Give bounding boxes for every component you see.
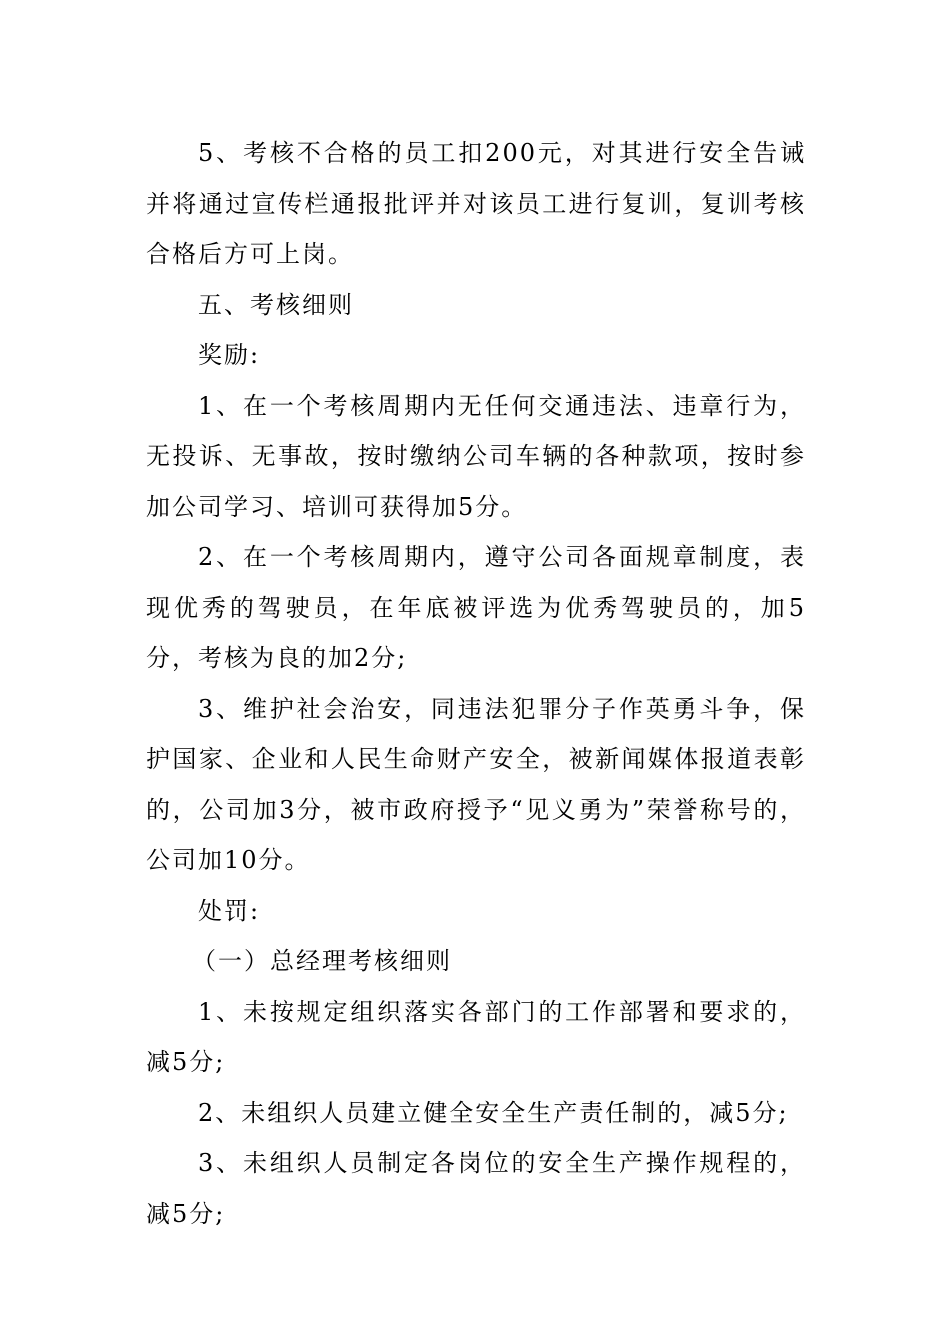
paragraph-reward-3: 3、维护社会治安，同违法犯罪分子作英勇斗争，保护国家、企业和人民生命财产安全，被新闻媒体报道表彰的，公司加3分，被市政府授予“见义勇为”荣誉称号的，公司加10分。	[146, 694, 806, 874]
paragraph-item-5-unqualified: 5、考核不合格的员工扣200元，对其进行安全告诫并将通过宣传栏通报批评并对该员工进行复训，复训考核合格后方可上岗。	[146, 139, 806, 268]
paragraph-penalty-3: 3、未组织人员制定各岗位的安全生产操作规程的，减5分;	[146, 1149, 806, 1228]
paragraph-reward-1: 1、在一个考核周期内无任何交通违法、违章行为，无投诉、无事故，按时缴纳公司车辆的各种款项，按时参加公司学习、培训可获得加5分。	[146, 391, 806, 521]
subheading-penalties: 处罚:	[198, 896, 261, 925]
document-body	[146, 128, 806, 1239]
paragraph-penalty-1: 1、未按规定组织落实各部门的工作部署和要求的，减5分;	[146, 997, 806, 1076]
subheading-general-manager-rules: （一）总经理考核细则	[192, 947, 452, 975]
section-heading-assessment-rules: 五、考核细则	[198, 290, 354, 319]
subheading-rewards: 奖励:	[198, 341, 261, 369]
paragraph-penalty-2: 2、未组织人员建立健全安全生产责任制的，减5分;	[198, 1098, 789, 1127]
paragraph-reward-2: 2、在一个考核周期内，遵守公司各面规章制度，表现优秀的驾驶员，在年底被评选为优秀驾驶员的，加5分，考核为良的加2分;	[146, 543, 806, 672]
